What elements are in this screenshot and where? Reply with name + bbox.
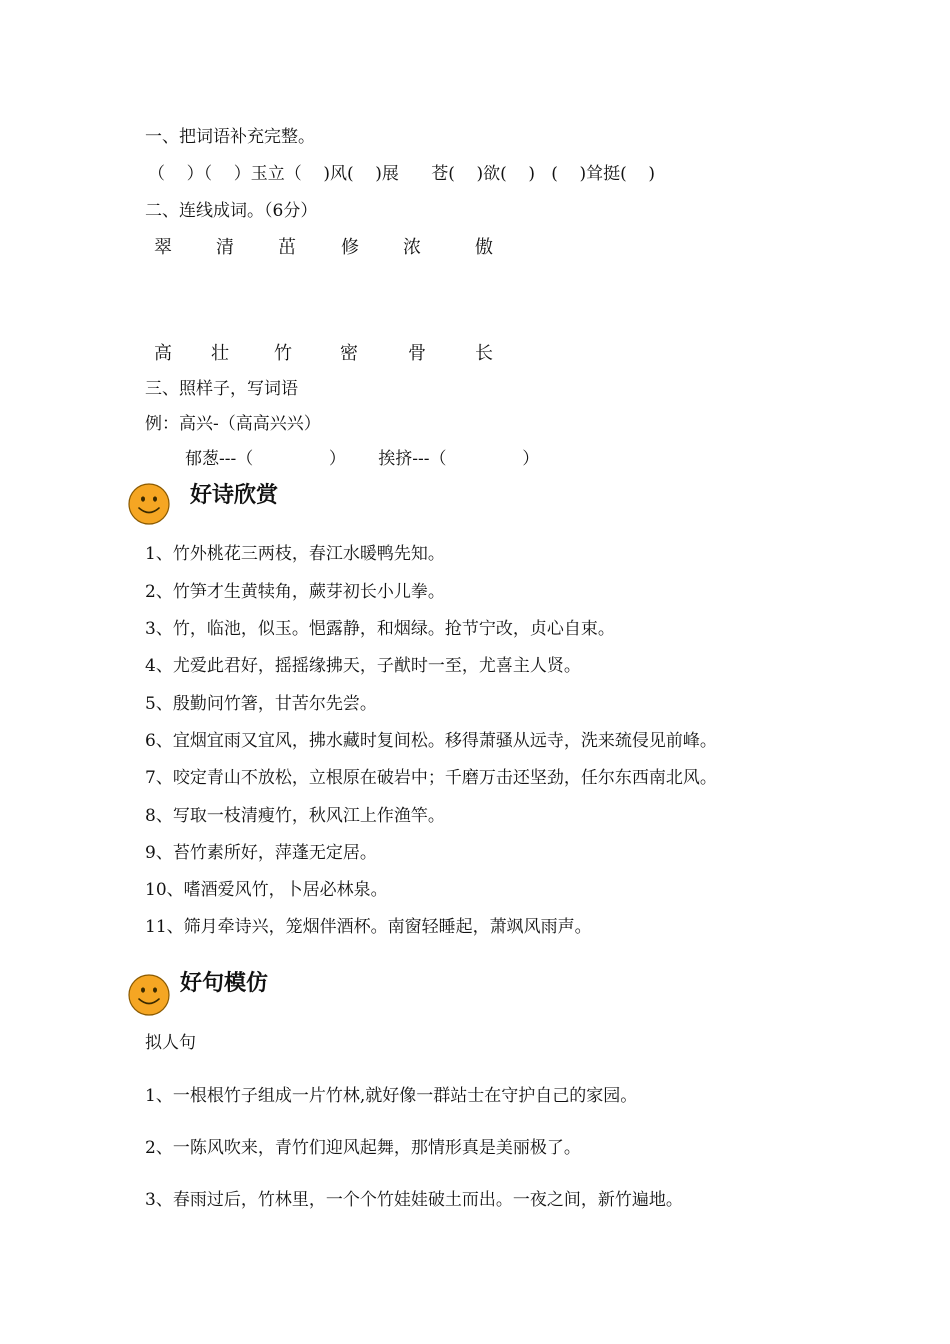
match-char-top: 翠 — [154, 237, 172, 258]
sentence-item: 1、一根根竹子组成一片竹林,就好像一群站士在守护自己的家园。 — [145, 1086, 638, 1106]
sentences-subheading: 拟人句 — [145, 1033, 196, 1053]
poem-item: 2、竹笋才生黄犊角，蕨芽初长小儿拳。 — [145, 582, 445, 602]
exercise-1-title: 一、把词语补充完整。 — [145, 127, 315, 147]
sentences-heading: 好句模仿 — [180, 971, 269, 996]
exercise-3-example: 例：高兴-（高高兴兴） — [145, 414, 321, 434]
smiley-face-icon — [128, 974, 170, 1016]
poem-item: 4、尤爱此君好，摇摇缘拂天，子猷时一至，尤喜主人贤。 — [145, 656, 581, 676]
match-char-top: 傲 — [475, 237, 493, 258]
exercise-2-title: 二、连线成词。（6分） — [145, 201, 318, 221]
match-char-bottom: 竹 — [274, 343, 292, 364]
match-char-top: 修 — [341, 237, 359, 258]
poem-item: 11、筛月牵诗兴，笼烟伴酒杯。南窗轻睡起，萧飒风雨声。 — [145, 917, 592, 937]
poems-heading: 好诗欣赏 — [190, 483, 279, 508]
exercise-2-top-row — [0, 237, 950, 259]
match-char-top: 清 — [216, 237, 234, 258]
sentence-item: 3、春雨过后，竹林里，一个个竹娃娃破土而出。一夜之间，新竹遍地。 — [145, 1190, 683, 1210]
poem-item: 3、竹，临池，似玉。悒露静，和烟绿。抢节宁改，贞心自束。 — [145, 619, 615, 639]
exercise-3-title: 三、照样子，写词语 — [145, 379, 298, 399]
poem-item: 10、嗜酒爱风竹，卜居必林泉。 — [145, 880, 388, 900]
match-char-bottom: 壮 — [211, 343, 229, 364]
poem-item: 6、宜烟宜雨又宜风，拂水藏时复间松。移得萧骚从远寺，洗来巯侵见前峰。 — [145, 731, 717, 751]
poem-item: 5、殷勤问竹箸，甘苦尔先尝。 — [145, 694, 377, 714]
smiley-face-icon — [128, 483, 170, 525]
match-char-bottom: 高 — [154, 343, 172, 364]
sentence-item: 2、一陈风吹来，青竹们迎风起舞，那情形真是美丽极了。 — [145, 1138, 581, 1158]
poem-item: 8、写取一枝清瘦竹，秋风江上作渔竿。 — [145, 806, 445, 826]
match-char-bottom: 长 — [475, 343, 493, 364]
match-char-bottom: 密 — [340, 343, 358, 364]
match-char-top: 浓 — [403, 237, 421, 258]
exercise-3-items: 郁葱---（ ） 挨挤---（ ） — [185, 449, 540, 469]
exercise-1-blanks: （ ）（ ）玉立（ )风( )展 苍( )欲( ) ( )耸挺( ) — [148, 164, 656, 184]
exercise-2-bottom-row — [0, 343, 950, 365]
poem-item: 7、咬定青山不放松，立根原在破岩中；千磨万击还坚劲，任尔东西南北风。 — [145, 768, 717, 788]
match-char-bottom: 骨 — [408, 343, 426, 364]
match-char-top: 茁 — [278, 237, 296, 258]
poem-item: 1、竹外桃花三两枝，春江水暖鸭先知。 — [145, 544, 445, 564]
poem-item: 9、苔竹素所好，萍蓬无定居。 — [145, 843, 377, 863]
